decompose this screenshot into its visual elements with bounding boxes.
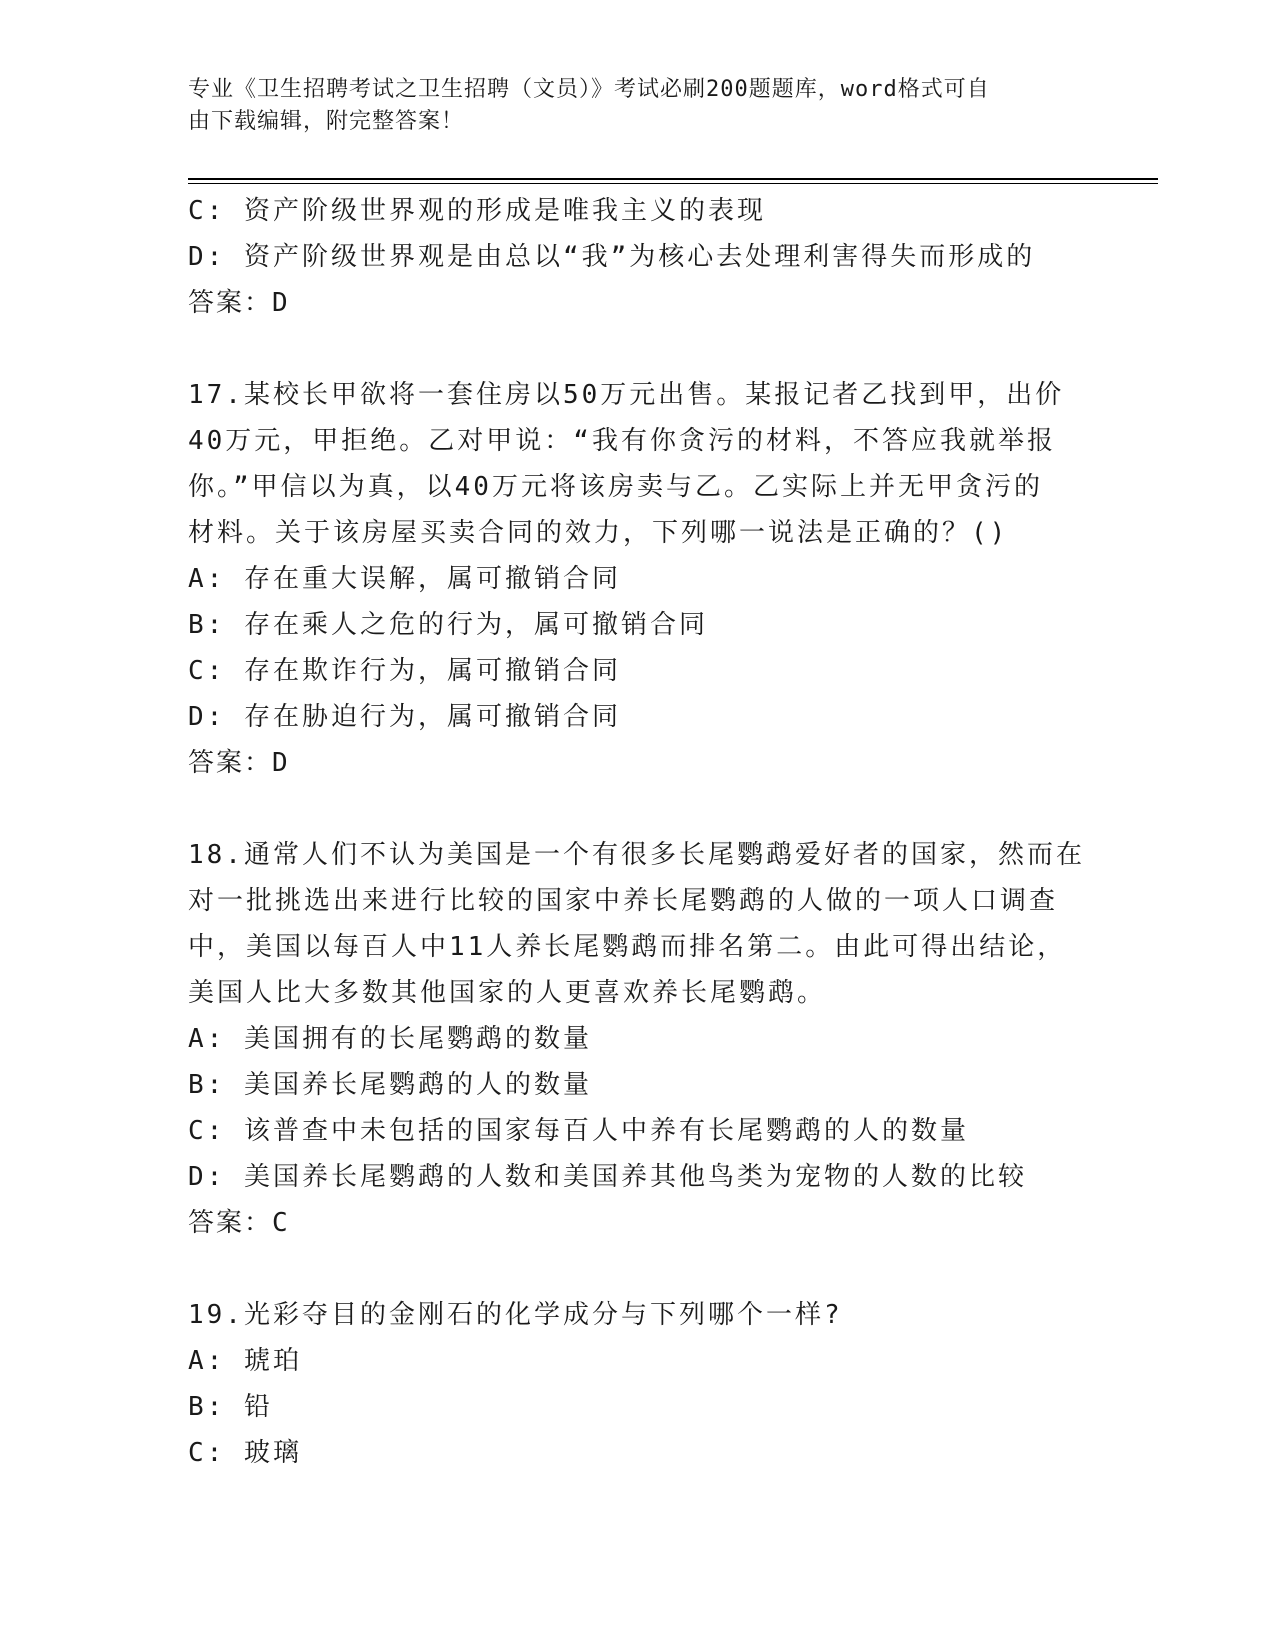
question-text-line: 17.某校长甲欲将一套住房以50万元出售。某报记者乙找到甲，出价 [188,380,1065,410]
option-c: C: 玻璃 [188,1438,302,1468]
question-17 [188,372,1088,786]
option-d: D: 资产阶级世界观是由总以“我”为核心去处理利害得失而形成的 [188,242,1036,272]
question-text-line: 18.通常人们不认为美国是一个有很多长尾鹦鹉爱好者的国家，然而在 [188,840,1085,870]
option-d: D: 美国养长尾鹦鹉的人数和美国养其他鸟类为宠物的人数的比较 [188,1162,1027,1192]
question-text-line: 19.光彩夺目的金刚石的化学成分与下列哪个一样? [188,1300,843,1330]
option-a: A: 存在重大误解，属可撤销合同 [188,564,621,594]
option-c: C: 该普查中未包括的国家每百人中养有长尾鹦鹉的人的数量 [188,1116,969,1146]
option-b: B: 存在乘人之危的行为，属可撤销合同 [188,610,708,640]
option-d: D: 存在胁迫行为，属可撤销合同 [188,702,621,732]
question-text-line: 美国人比大多数其他国家的人更喜欢养长尾鹦鹉。 [188,978,827,1008]
option-b: B: 铅 [188,1392,273,1422]
question-19 [188,1292,1088,1476]
question-text-line: 中，美国以每百人中11人养长尾鹦鹉而排名第二。由此可得出结论， [188,932,1067,962]
question-text-line: 材料。关于该房屋买卖合同的效力，下列哪一说法是正确的？() [188,518,1009,548]
option-a: A: 美国拥有的长尾鹦鹉的数量 [188,1024,592,1054]
question-text-line: 40万元，甲拒绝。乙对甲说：“我有你贪污的材料，不答应我就举报 [188,426,1056,456]
question-text-line: 你。”甲信以为真，以40万元将该房卖与乙。乙实际上并无甲贪污的 [188,472,1043,502]
question-18 [188,832,1088,1246]
document-body [188,188,1088,1476]
question-text-line: 对一批挑选出来进行比较的国家中养长尾鹦鹉的人做的一项人口调查 [188,886,1059,916]
option-b: B: 美国养长尾鹦鹉的人的数量 [188,1070,592,1100]
document-header [188,74,1088,138]
question-16-tail [188,188,1088,326]
answer: 答案：D [188,288,290,318]
option-a: A: 琥珀 [188,1346,302,1376]
header-divider-thick [188,178,1158,180]
header-divider-thin [188,183,1158,184]
header-line-2: 由下载编辑，附完整答案！ [188,109,465,134]
option-c: C: 资产阶级世界观的形成是唯我主义的表现 [188,196,766,226]
header-line-1: 专业《卫生招聘考试之卫生招聘（文员）》考试必刷200题题库，word格式可自 [188,77,990,102]
answer: 答案：D [188,748,290,778]
answer: 答案：C [188,1208,290,1238]
option-c: C: 存在欺诈行为，属可撤销合同 [188,656,621,686]
